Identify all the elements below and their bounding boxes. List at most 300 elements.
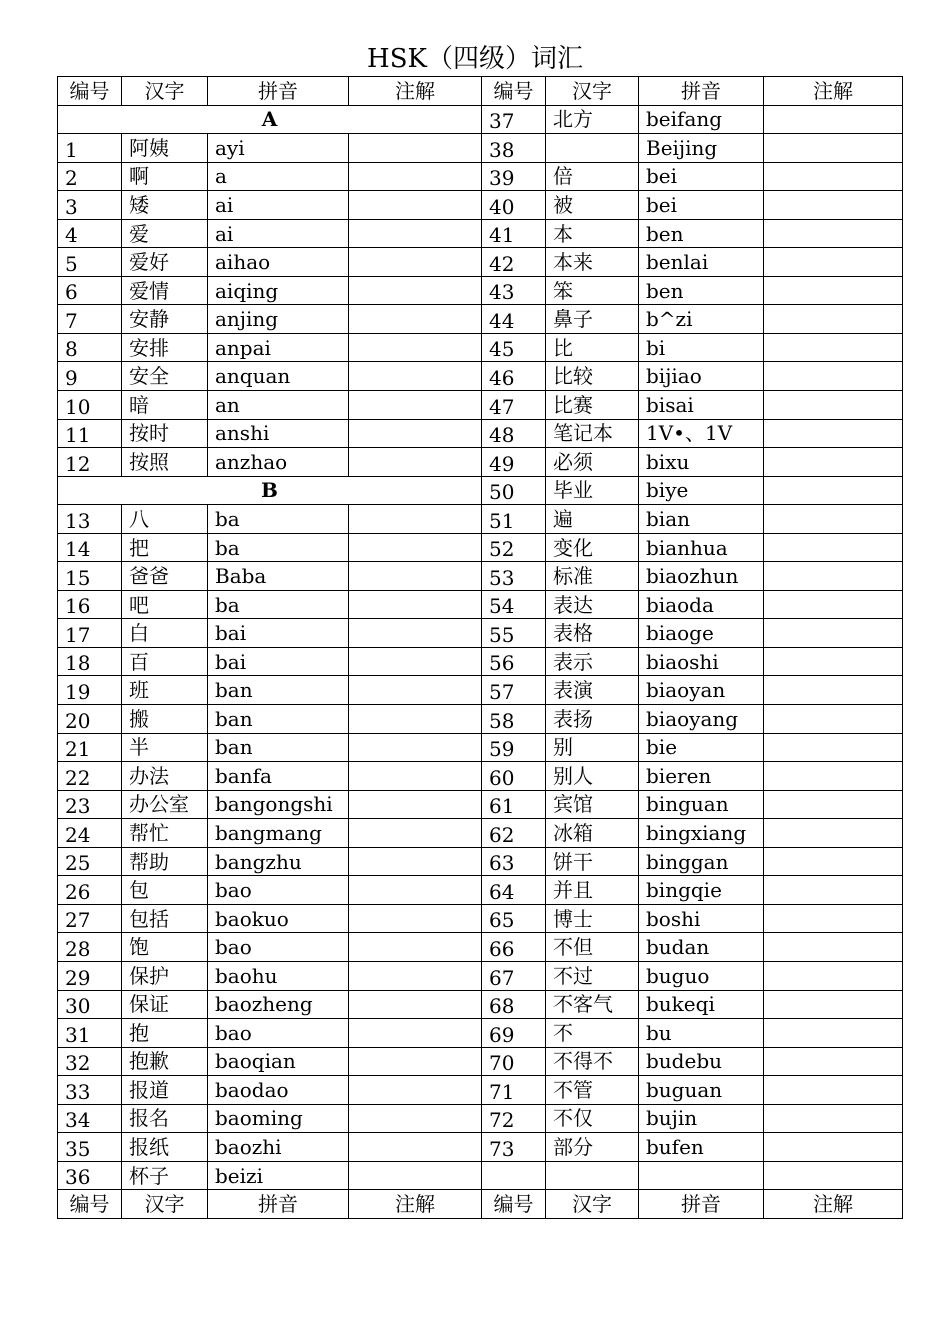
entry-pinyin: bi: [639, 333, 764, 362]
entry-hanzi: 安排: [122, 333, 208, 362]
entry-pinyin: anzhao: [208, 448, 349, 477]
entry-number: 1: [58, 134, 122, 163]
entry-hanzi: 半: [122, 733, 208, 762]
table-row: [58, 448, 903, 477]
entry-hanzi: 保护: [122, 961, 208, 990]
entry-pinyin: biye: [639, 476, 764, 505]
footer-header-row: [58, 1190, 903, 1219]
entry-hanzi: 安静: [122, 305, 208, 334]
entry-number: 27: [58, 904, 122, 933]
header-cell-pinyin: 拼音: [208, 1190, 349, 1219]
entry-pinyin: budebu: [639, 1047, 764, 1076]
entry-number: 72: [482, 1104, 546, 1133]
entry-pinyin: boshi: [639, 904, 764, 933]
entry-pinyin: binguan: [639, 790, 764, 819]
entry-hanzi: 本: [546, 219, 639, 248]
entry-number: 46: [482, 362, 546, 391]
entry-hanzi: 不得不: [546, 1047, 639, 1076]
table-row: [58, 419, 903, 448]
entry-number: 17: [58, 619, 122, 648]
entry-notes: [349, 590, 482, 619]
entry-notes: [349, 191, 482, 220]
entry-hanzi: 抱歉: [122, 1047, 208, 1076]
entry-number: 48: [482, 419, 546, 448]
entry-notes: [349, 162, 482, 191]
entry-notes: [764, 476, 903, 505]
entry-notes: [349, 961, 482, 990]
entry-number: 3: [58, 191, 122, 220]
entry-notes: [349, 333, 482, 362]
entry-number: 47: [482, 391, 546, 420]
entry-pinyin: bingxiang: [639, 819, 764, 848]
header-cell-notes: 注解: [764, 77, 903, 106]
entry-hanzi: 八: [122, 505, 208, 534]
entry-number: 11: [58, 419, 122, 448]
entry-number: 9: [58, 362, 122, 391]
entry-pinyin: bei: [639, 191, 764, 220]
entry-notes: [349, 134, 482, 163]
entry-pinyin: bisai: [639, 391, 764, 420]
entry-hanzi: 保证: [122, 990, 208, 1019]
entry-notes: [764, 876, 903, 905]
entry-pinyin: bianhua: [639, 533, 764, 562]
entry-number: 25: [58, 847, 122, 876]
entry-number: 43: [482, 276, 546, 305]
entry-hanzi: 百: [122, 647, 208, 676]
table-row: [58, 619, 903, 648]
entry-number: 35: [58, 1133, 122, 1162]
entry-pinyin: baohu: [208, 961, 349, 990]
entry-number: [482, 1161, 546, 1190]
entry-notes: [764, 1104, 903, 1133]
entry-hanzi: 不: [546, 1019, 639, 1048]
entry-hanzi: 抱: [122, 1019, 208, 1048]
entry-hanzi: 白: [122, 619, 208, 648]
entry-pinyin: baozhi: [208, 1133, 349, 1162]
entry-number: 41: [482, 219, 546, 248]
entry-pinyin: bu: [639, 1019, 764, 1048]
entry-notes: [764, 1133, 903, 1162]
entry-number: 12: [58, 448, 122, 477]
entry-notes: [764, 305, 903, 334]
entry-hanzi: 办公室: [122, 790, 208, 819]
entry-notes: [764, 419, 903, 448]
entry-hanzi: 不管: [546, 1076, 639, 1105]
table-row: [58, 1161, 903, 1190]
entry-hanzi: 饼干: [546, 847, 639, 876]
entry-notes: [349, 1076, 482, 1105]
entry-number: 53: [482, 562, 546, 591]
entry-pinyin: bangzhu: [208, 847, 349, 876]
header-cell-notes: 注解: [764, 1190, 903, 1219]
entry-hanzi: 帮助: [122, 847, 208, 876]
entry-number: 40: [482, 191, 546, 220]
entry-pinyin: ayi: [208, 134, 349, 163]
entry-number: 45: [482, 333, 546, 362]
entry-number: 42: [482, 248, 546, 277]
entry-hanzi: 按时: [122, 419, 208, 448]
entry-pinyin: bufen: [639, 1133, 764, 1162]
header-cell-pinyin: 拼音: [208, 77, 349, 106]
entry-notes: [764, 505, 903, 534]
table-row: [58, 762, 903, 791]
entry-hanzi: 表达: [546, 590, 639, 619]
entry-notes: [349, 248, 482, 277]
entry-hanzi: 本来: [546, 248, 639, 277]
entry-notes: [349, 676, 482, 705]
table-row: [58, 590, 903, 619]
entry-hanzi: 变化: [546, 533, 639, 562]
entry-pinyin: bei: [639, 162, 764, 191]
entry-number: 71: [482, 1076, 546, 1105]
table-row: [58, 333, 903, 362]
entry-pinyin: ban: [208, 733, 349, 762]
entry-notes: [764, 904, 903, 933]
table-row: [58, 134, 903, 163]
entry-hanzi: 鼻子: [546, 305, 639, 334]
entry-pinyin: bai: [208, 647, 349, 676]
entry-pinyin: banfa: [208, 762, 349, 791]
entry-notes: [349, 990, 482, 1019]
table-row: [58, 562, 903, 591]
entry-number: 4: [58, 219, 122, 248]
table-row: [58, 191, 903, 220]
entry-hanzi: 比较: [546, 362, 639, 391]
entry-notes: [764, 647, 903, 676]
entry-hanzi: 表演: [546, 676, 639, 705]
entry-pinyin: anpai: [208, 333, 349, 362]
entry-hanzi: 饱: [122, 933, 208, 962]
entry-notes: [764, 248, 903, 277]
table-row: [58, 105, 903, 134]
entry-number: 5: [58, 248, 122, 277]
entry-pinyin: biaoyang: [639, 705, 764, 734]
entry-number: 64: [482, 876, 546, 905]
entry-pinyin: bian: [639, 505, 764, 534]
entry-notes: [349, 1104, 482, 1133]
header-cell-hanzi: 汉字: [122, 77, 208, 106]
entry-pinyin: aihao: [208, 248, 349, 277]
vocabulary-table: [57, 76, 903, 1219]
entry-number: 66: [482, 933, 546, 962]
table-row: [58, 904, 903, 933]
entry-pinyin: ba: [208, 533, 349, 562]
entry-pinyin: ban: [208, 705, 349, 734]
entry-number: 56: [482, 647, 546, 676]
entry-hanzi: 毕业: [546, 476, 639, 505]
entry-number: 33: [58, 1076, 122, 1105]
table-row: [58, 933, 903, 962]
entry-pinyin: ba: [208, 505, 349, 534]
entry-pinyin: b^zi: [639, 305, 764, 334]
entry-pinyin: baozheng: [208, 990, 349, 1019]
table-row: [58, 1104, 903, 1133]
table-row: [58, 219, 903, 248]
entry-pinyin: ba: [208, 590, 349, 619]
table-row: [58, 505, 903, 534]
entry-notes: [764, 191, 903, 220]
entry-number: 59: [482, 733, 546, 762]
entry-pinyin: bangmang: [208, 819, 349, 848]
entry-notes: [764, 961, 903, 990]
header-cell-pinyin: 拼音: [639, 77, 764, 106]
entry-pinyin: Baba: [208, 562, 349, 591]
entry-number: 38: [482, 134, 546, 163]
entry-notes: [349, 1161, 482, 1190]
entry-notes: [349, 362, 482, 391]
entry-notes: [764, 276, 903, 305]
entry-notes: [764, 448, 903, 477]
entry-notes: [764, 134, 903, 163]
entry-pinyin: biaoshi: [639, 647, 764, 676]
entry-hanzi: 被: [546, 191, 639, 220]
entry-pinyin: bao: [208, 1019, 349, 1048]
entry-notes: [764, 933, 903, 962]
entry-notes: [349, 762, 482, 791]
entry-number: 68: [482, 990, 546, 1019]
entry-number: 44: [482, 305, 546, 334]
entry-pinyin: baoqian: [208, 1047, 349, 1076]
entry-number: 30: [58, 990, 122, 1019]
table-row: [58, 1019, 903, 1048]
entry-hanzi: 遍: [546, 505, 639, 534]
entry-notes: [349, 876, 482, 905]
table-row: [58, 1133, 903, 1162]
entry-hanzi: 阿姨: [122, 134, 208, 163]
entry-notes: [764, 1019, 903, 1048]
entry-hanzi: [546, 1161, 639, 1190]
entry-pinyin: bixu: [639, 448, 764, 477]
entry-number: 24: [58, 819, 122, 848]
table-row: [58, 876, 903, 905]
entry-hanzi: 爱: [122, 219, 208, 248]
entry-pinyin: a: [208, 162, 349, 191]
entry-notes: [349, 933, 482, 962]
table-row: [58, 276, 903, 305]
entry-notes: [349, 419, 482, 448]
header-cell-pinyin: 拼音: [639, 1190, 764, 1219]
entry-number: 32: [58, 1047, 122, 1076]
entry-hanzi: 不仅: [546, 1104, 639, 1133]
entry-hanzi: 笨: [546, 276, 639, 305]
entry-notes: [349, 647, 482, 676]
entry-number: 22: [58, 762, 122, 791]
table-row: [58, 391, 903, 420]
entry-number: 15: [58, 562, 122, 591]
entry-notes: [764, 162, 903, 191]
entry-number: 31: [58, 1019, 122, 1048]
header-cell-number: 编号: [482, 1190, 546, 1219]
entry-hanzi: 北方: [546, 105, 639, 134]
entry-pinyin: 1V•、1V: [639, 419, 764, 448]
table-row: [58, 362, 903, 391]
entry-notes: [349, 448, 482, 477]
entry-pinyin: [639, 1161, 764, 1190]
table-row: [58, 847, 903, 876]
entry-pinyin: baokuo: [208, 904, 349, 933]
entry-number: 70: [482, 1047, 546, 1076]
entry-number: 13: [58, 505, 122, 534]
entry-notes: [764, 105, 903, 134]
table-row: [58, 819, 903, 848]
entry-pinyin: beifang: [639, 105, 764, 134]
entry-number: 39: [482, 162, 546, 191]
entry-pinyin: buguan: [639, 1076, 764, 1105]
entry-pinyin: biaozhun: [639, 562, 764, 591]
entry-hanzi: 必须: [546, 448, 639, 477]
entry-pinyin: bao: [208, 876, 349, 905]
entry-notes: [764, 1047, 903, 1076]
entry-hanzi: 冰箱: [546, 819, 639, 848]
entry-pinyin: bujin: [639, 1104, 764, 1133]
entry-hanzi: 倍: [546, 162, 639, 191]
entry-notes: [764, 847, 903, 876]
entry-notes: [764, 590, 903, 619]
entry-pinyin: Beijing: [639, 134, 764, 163]
entry-hanzi: 别人: [546, 762, 639, 791]
entry-notes: [764, 533, 903, 562]
entry-hanzi: 矮: [122, 191, 208, 220]
table-row: [58, 990, 903, 1019]
entry-number: 10: [58, 391, 122, 420]
entry-hanzi: 暗: [122, 391, 208, 420]
entry-pinyin: biaoyan: [639, 676, 764, 705]
entry-notes: [349, 505, 482, 534]
entry-pinyin: bangongshi: [208, 790, 349, 819]
header-cell-number: 编号: [58, 1190, 122, 1219]
entry-pinyin: benlai: [639, 248, 764, 277]
entry-pinyin: baoming: [208, 1104, 349, 1133]
header-cell-hanzi: 汉字: [122, 1190, 208, 1219]
entry-pinyin: an: [208, 391, 349, 420]
entry-pinyin: ai: [208, 219, 349, 248]
entry-notes: [349, 619, 482, 648]
table-row: [58, 676, 903, 705]
entry-hanzi: 爱情: [122, 276, 208, 305]
table-row: [58, 248, 903, 277]
entry-notes: [764, 1161, 903, 1190]
entry-hanzi: 笔记本: [546, 419, 639, 448]
entry-pinyin: ben: [639, 276, 764, 305]
entry-hanzi: 班: [122, 676, 208, 705]
entry-hanzi: 报纸: [122, 1133, 208, 1162]
entry-notes: [349, 819, 482, 848]
entry-notes: [349, 733, 482, 762]
entry-number: 60: [482, 762, 546, 791]
entry-hanzi: 包括: [122, 904, 208, 933]
entry-notes: [349, 705, 482, 734]
header-cell-number: 编号: [482, 77, 546, 106]
entry-number: 61: [482, 790, 546, 819]
entry-number: 19: [58, 676, 122, 705]
entry-hanzi: 不过: [546, 961, 639, 990]
entry-notes: [349, 533, 482, 562]
entry-notes: [764, 819, 903, 848]
entry-hanzi: 吧: [122, 590, 208, 619]
table-row: [58, 1047, 903, 1076]
table-row: [58, 1076, 903, 1105]
table-row: [58, 533, 903, 562]
entry-pinyin: beizi: [208, 1161, 349, 1190]
entry-hanzi: 按照: [122, 448, 208, 477]
entry-notes: [764, 990, 903, 1019]
entry-number: 16: [58, 590, 122, 619]
entry-pinyin: anquan: [208, 362, 349, 391]
entry-number: 18: [58, 647, 122, 676]
entry-notes: [764, 619, 903, 648]
entry-hanzi: 部分: [546, 1133, 639, 1162]
entry-number: 6: [58, 276, 122, 305]
entry-number: 36: [58, 1161, 122, 1190]
entry-notes: [349, 391, 482, 420]
entry-hanzi: 表格: [546, 619, 639, 648]
entry-pinyin: anjing: [208, 305, 349, 334]
entry-hanzi: 宾馆: [546, 790, 639, 819]
entry-pinyin: binggan: [639, 847, 764, 876]
table-row: [58, 790, 903, 819]
entry-number: 20: [58, 705, 122, 734]
entry-hanzi: 把: [122, 533, 208, 562]
table-row: [58, 305, 903, 334]
entry-pinyin: bai: [208, 619, 349, 648]
entry-number: 2: [58, 162, 122, 191]
entry-hanzi: 安全: [122, 362, 208, 391]
table-row: [58, 733, 903, 762]
entry-notes: [349, 219, 482, 248]
header-cell-hanzi: 汉字: [546, 77, 639, 106]
entry-pinyin: budan: [639, 933, 764, 962]
section-a-heading: A: [58, 105, 482, 134]
entry-hanzi: 表扬: [546, 705, 639, 734]
entry-hanzi: 并且: [546, 876, 639, 905]
entry-notes: [764, 333, 903, 362]
entry-number: 58: [482, 705, 546, 734]
entry-pinyin: ban: [208, 676, 349, 705]
entry-hanzi: 杯子: [122, 1161, 208, 1190]
entry-number: 29: [58, 961, 122, 990]
table-row: [58, 162, 903, 191]
entry-pinyin: biaoda: [639, 590, 764, 619]
entry-hanzi: 不客气: [546, 990, 639, 1019]
entry-notes: [764, 762, 903, 791]
entry-number: 73: [482, 1133, 546, 1162]
entry-number: 49: [482, 448, 546, 477]
page-title: HSK（四级）词汇: [367, 44, 583, 74]
entry-number: 52: [482, 533, 546, 562]
entry-notes: [764, 676, 903, 705]
entry-hanzi: 包: [122, 876, 208, 905]
entry-number: 8: [58, 333, 122, 362]
entry-notes: [764, 1076, 903, 1105]
entry-hanzi: 比: [546, 333, 639, 362]
entry-number: 51: [482, 505, 546, 534]
entry-hanzi: 帮忙: [122, 819, 208, 848]
header-cell-number: 编号: [58, 77, 122, 106]
entry-pinyin: aiqing: [208, 276, 349, 305]
entry-hanzi: 啊: [122, 162, 208, 191]
entry-notes: [349, 1019, 482, 1048]
entry-hanzi: 不但: [546, 933, 639, 962]
entry-number: 21: [58, 733, 122, 762]
entry-number: 69: [482, 1019, 546, 1048]
entry-hanzi: 办法: [122, 762, 208, 791]
entry-number: 50: [482, 476, 546, 505]
entry-hanzi: 博士: [546, 904, 639, 933]
header-cell-notes: 注解: [349, 1190, 482, 1219]
entry-number: 23: [58, 790, 122, 819]
entry-notes: [764, 562, 903, 591]
entry-number: 37: [482, 105, 546, 134]
